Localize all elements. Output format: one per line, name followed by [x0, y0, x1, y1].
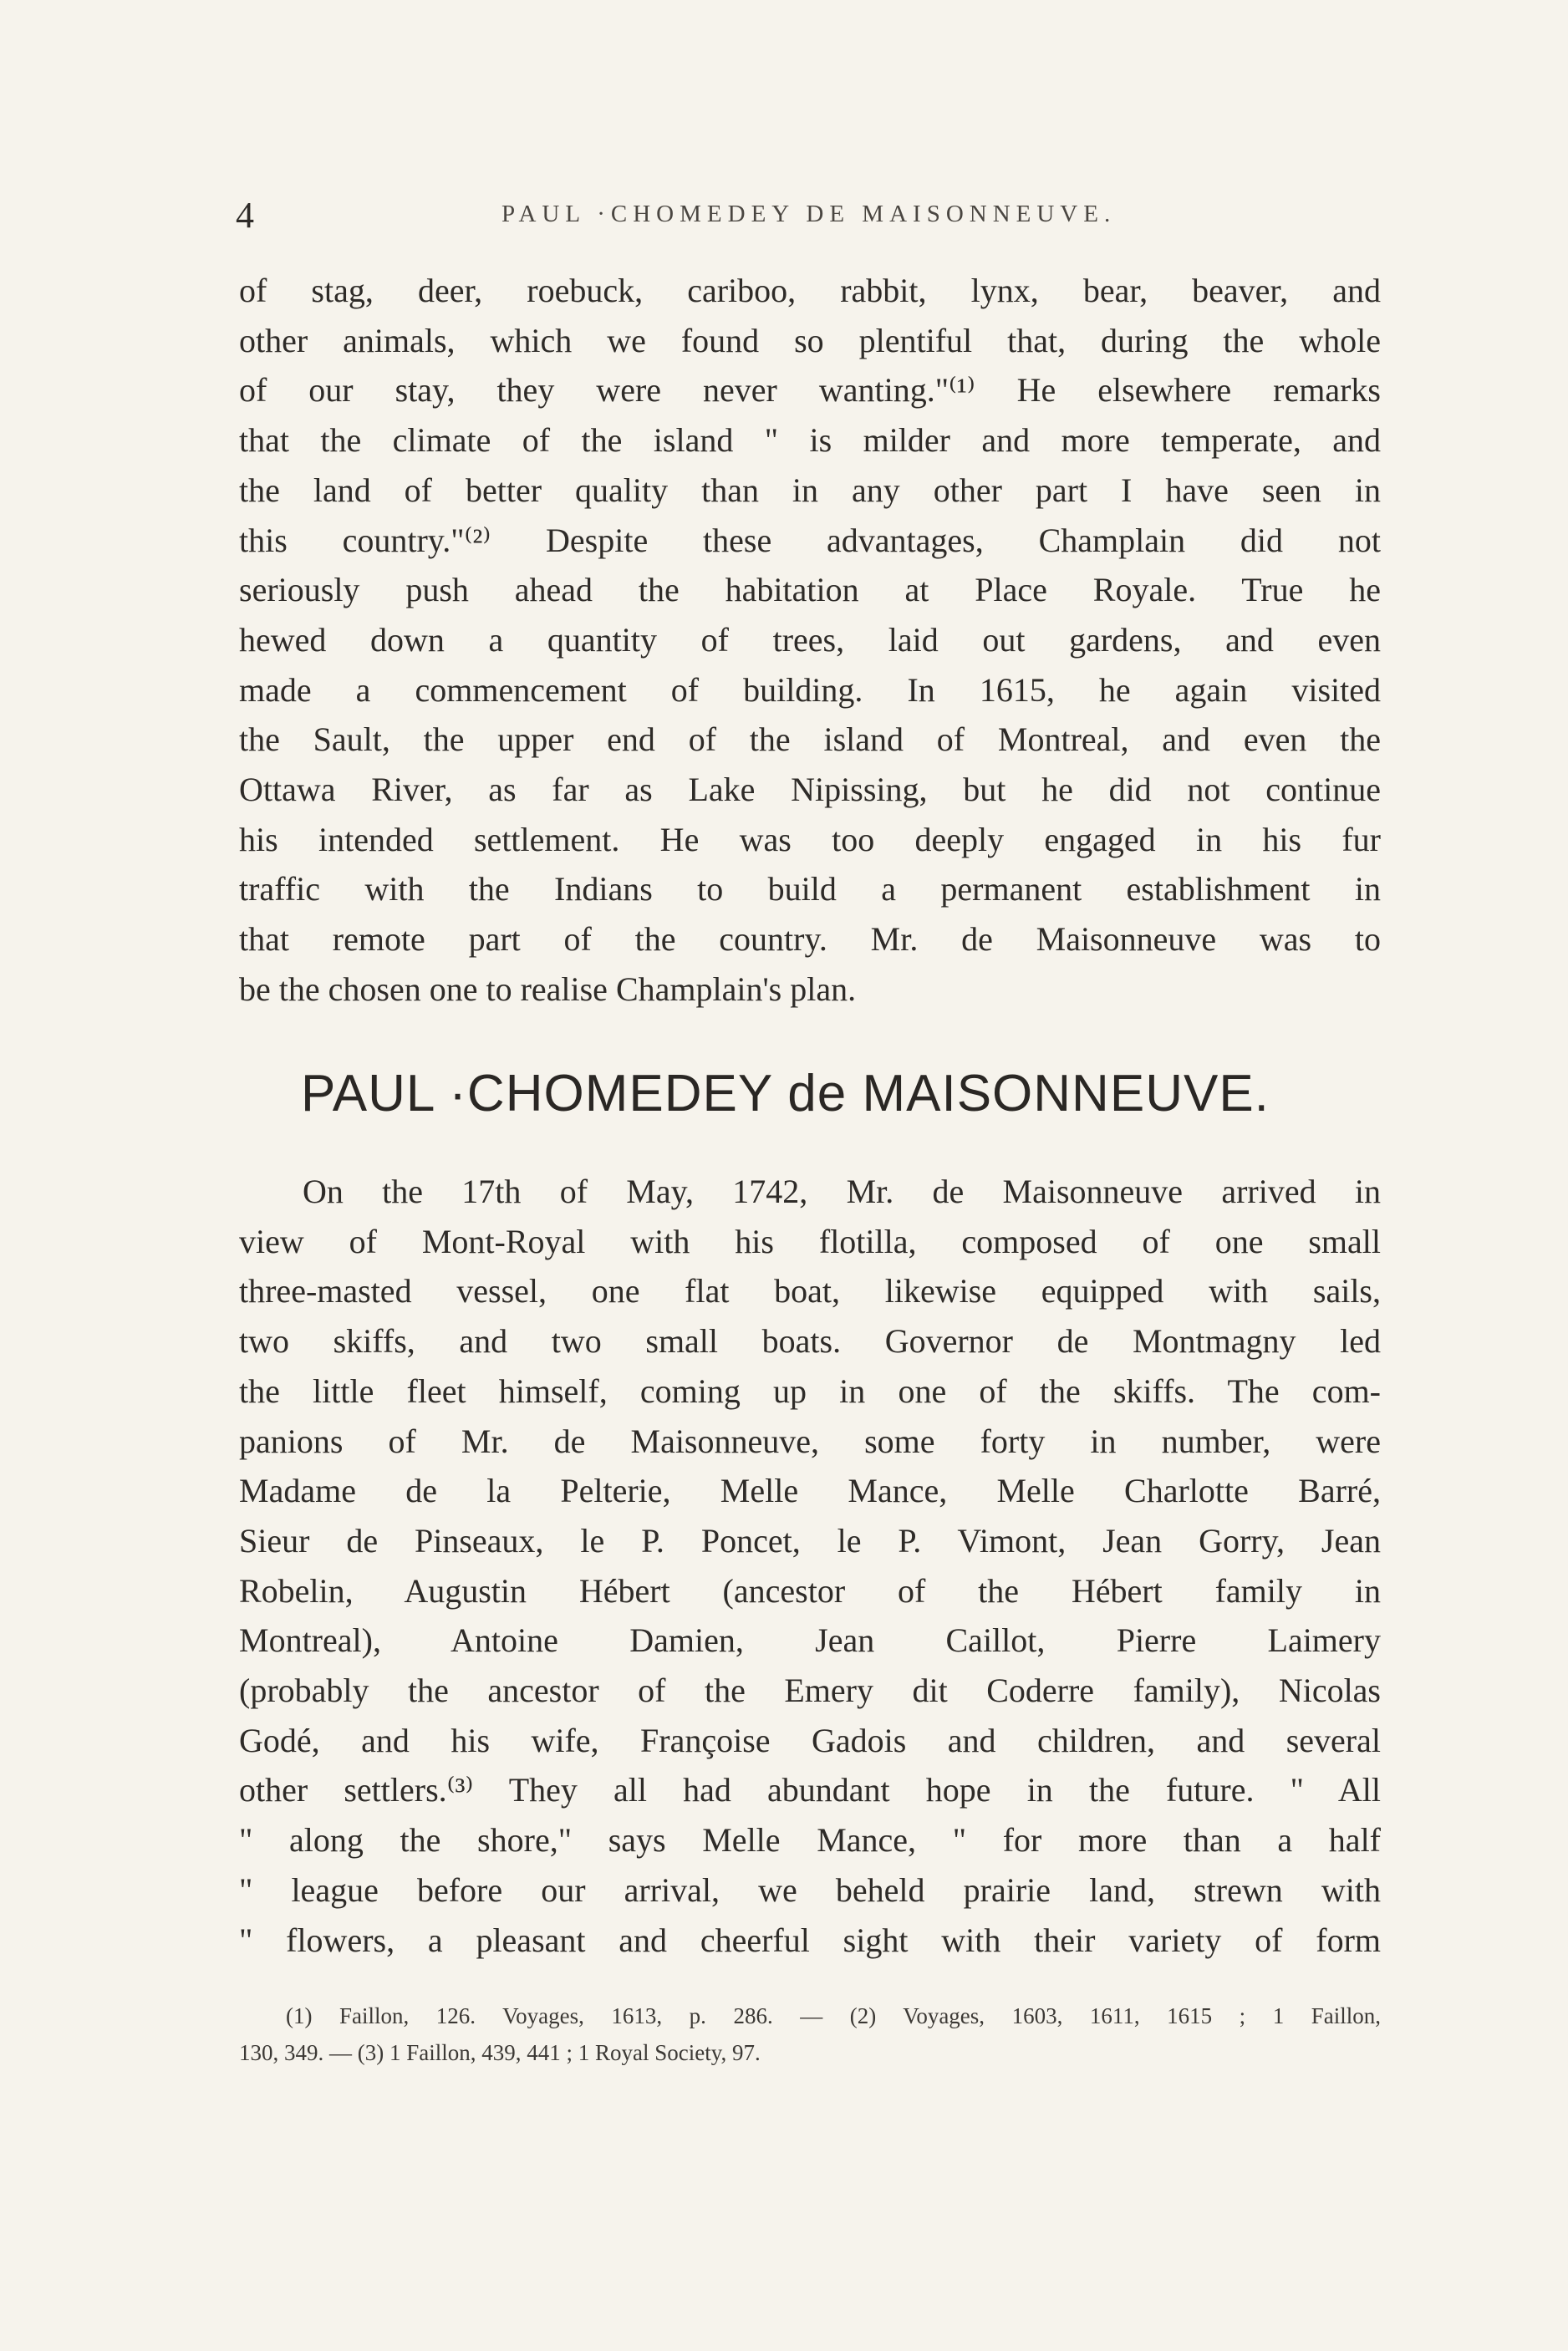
text-line: be the chosen one to realise Champlain's plan. [239, 969, 857, 1008]
text-line: traffic with the Indians to build a permanent establishment in [239, 870, 1381, 908]
text-line: hewed down a quantity of trees, laid out gardens, and even [239, 620, 1381, 659]
text-line: Montreal), Antoine Damien, Jean Caillot, Pierre Laimery [239, 1621, 1381, 1660]
text-line: of stag, deer, roebuck, cariboo, rabbit, lynx, bear, beaver, and [239, 272, 1381, 309]
text-line: of our stay, they were never wanting."⁽¹⁾ He elsewhere remarks [239, 371, 1381, 410]
text-line: three-masted vessel, one flat boat, likewise equipped with sails, [239, 1272, 1381, 1310]
text-line: the land of better quality than in any other part I have seen in [239, 471, 1381, 509]
text-line-content: On the 17th of May, 1742, Mr. de Maisonneuve arrived in [303, 1173, 1381, 1210]
running-head: PAUL ·CHOMEDEY DE MAISONNEUVE. [501, 201, 1117, 227]
text-line: that the climate of the island " is milder and more temperate, and [239, 421, 1381, 460]
section-heading: PAUL ·CHOMEDEY de MAISONNEUVE. [301, 1065, 1270, 1122]
text-line: Godé, and his wife, Françoise Gadois and children, and several [239, 1721, 1381, 1759]
text-line: panions of Mr. de Maisonneuve, some forty in number, were [239, 1422, 1381, 1460]
footnote-line: 130, 349. — (3) 1 Faillon, 439, 441 ; 1 Royal Society, 97. [239, 2040, 761, 2065]
text-line [239, 1167, 1381, 1217]
text-line: his intended settlement. He was too deeply engaged in his fur [239, 820, 1381, 858]
text-line: view of Mont-Royal with his flotilla, composed of one small [239, 1222, 1381, 1260]
paragraph-2 [239, 1167, 1381, 1965]
footnote-line: (1) Faillon, 126. Voyages, 1613, p. 286. — (2) Voyages, 1603, 1611, 1615 ; 1 Faillon, [286, 2003, 1381, 2028]
text-line: Ottawa River, as far as Lake Nipissing, but he did not continue [239, 771, 1381, 809]
paragraph-1 [239, 266, 1381, 1015]
text-line: made a commencement of building. In 1615, he again visited [239, 670, 1381, 709]
footnotes [239, 1997, 1381, 2071]
text-line: Sieur de Pinseaux, le P. Poncet, le P. Vimont, Jean Gorry, Jean [239, 1521, 1381, 1560]
text-line: the Sault, the upper end of the island of Montreal, and even the [239, 720, 1381, 759]
page-number: 4 [236, 195, 254, 236]
text-line: other animals, which we found so plentiful that, during the whole [239, 321, 1381, 359]
text-line: (probably the ancestor of the Emery dit Coderre family), Nicolas [239, 1672, 1381, 1710]
text-line: other settlers.⁽³⁾ They all had abundant hope in the future. " All [239, 1771, 1381, 1809]
text-line: " league before our arrival, we beheld prairie land, strewn with [239, 1870, 1381, 1909]
text-line: that remote part of the country. Mr. de Maisonneuve was to [239, 920, 1381, 959]
text-line: " along the shore," says Melle Mance, " for more than a half [239, 1821, 1381, 1860]
text-line: two skiffs, and two small boats. Governor de Montmagny led [239, 1322, 1381, 1361]
text-line: seriously push ahead the habitation at Place Royale. True he [239, 571, 1381, 609]
text-line: the little fleet himself, coming up in one of the skiffs. The com- [239, 1371, 1381, 1410]
text-line: this country."⁽²⁾ Despite these advantages, Champlain did not [239, 521, 1381, 559]
text-line: Robelin, Augustin Hébert (ancestor of the Hébert family in [239, 1571, 1381, 1610]
text-line: Madame de la Pelterie, Melle Mance, Melle Charlotte Barré, [239, 1472, 1381, 1510]
text-line: " flowers, a pleasant and cheerful sight with their variety of form [239, 1921, 1381, 1959]
